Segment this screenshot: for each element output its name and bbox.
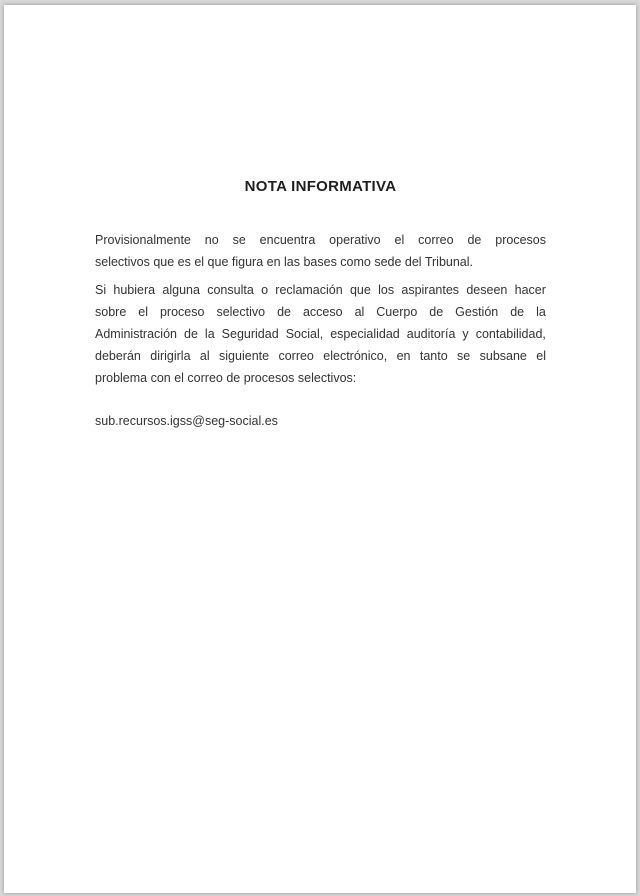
- document-page: [4, 5, 636, 893]
- note-title: NOTA INFORMATIVA: [244, 178, 397, 195]
- paragraph-line: selectivos que es el que figura en las bases como sede del Tribunal.: [95, 255, 474, 269]
- paragraph-line: Si hubiera alguna consulta o reclamación que los aspirantes deseen hacer: [95, 283, 546, 297]
- paragraph-line: Administración de la Seguridad Social, especialidad auditoría y contabilidad,: [95, 327, 546, 341]
- paragraph-line: deberán dirigirla al siguiente correo electrónico, en tanto se subsane el: [95, 349, 546, 363]
- paragraph-line: sobre el proceso selectivo de acceso al Cuerpo de Gestión de la: [95, 305, 546, 319]
- email-text: sub.recursos.igss@seg-social.es: [95, 414, 278, 428]
- paragraph-intro: [95, 229, 546, 273]
- paragraph-line: problema con el correo de procesos selectivos:: [95, 371, 357, 385]
- paragraph-consulta: [95, 279, 546, 389]
- paragraph-line: Provisionalmente no se encuentra operativo el correo de procesos: [95, 233, 546, 247]
